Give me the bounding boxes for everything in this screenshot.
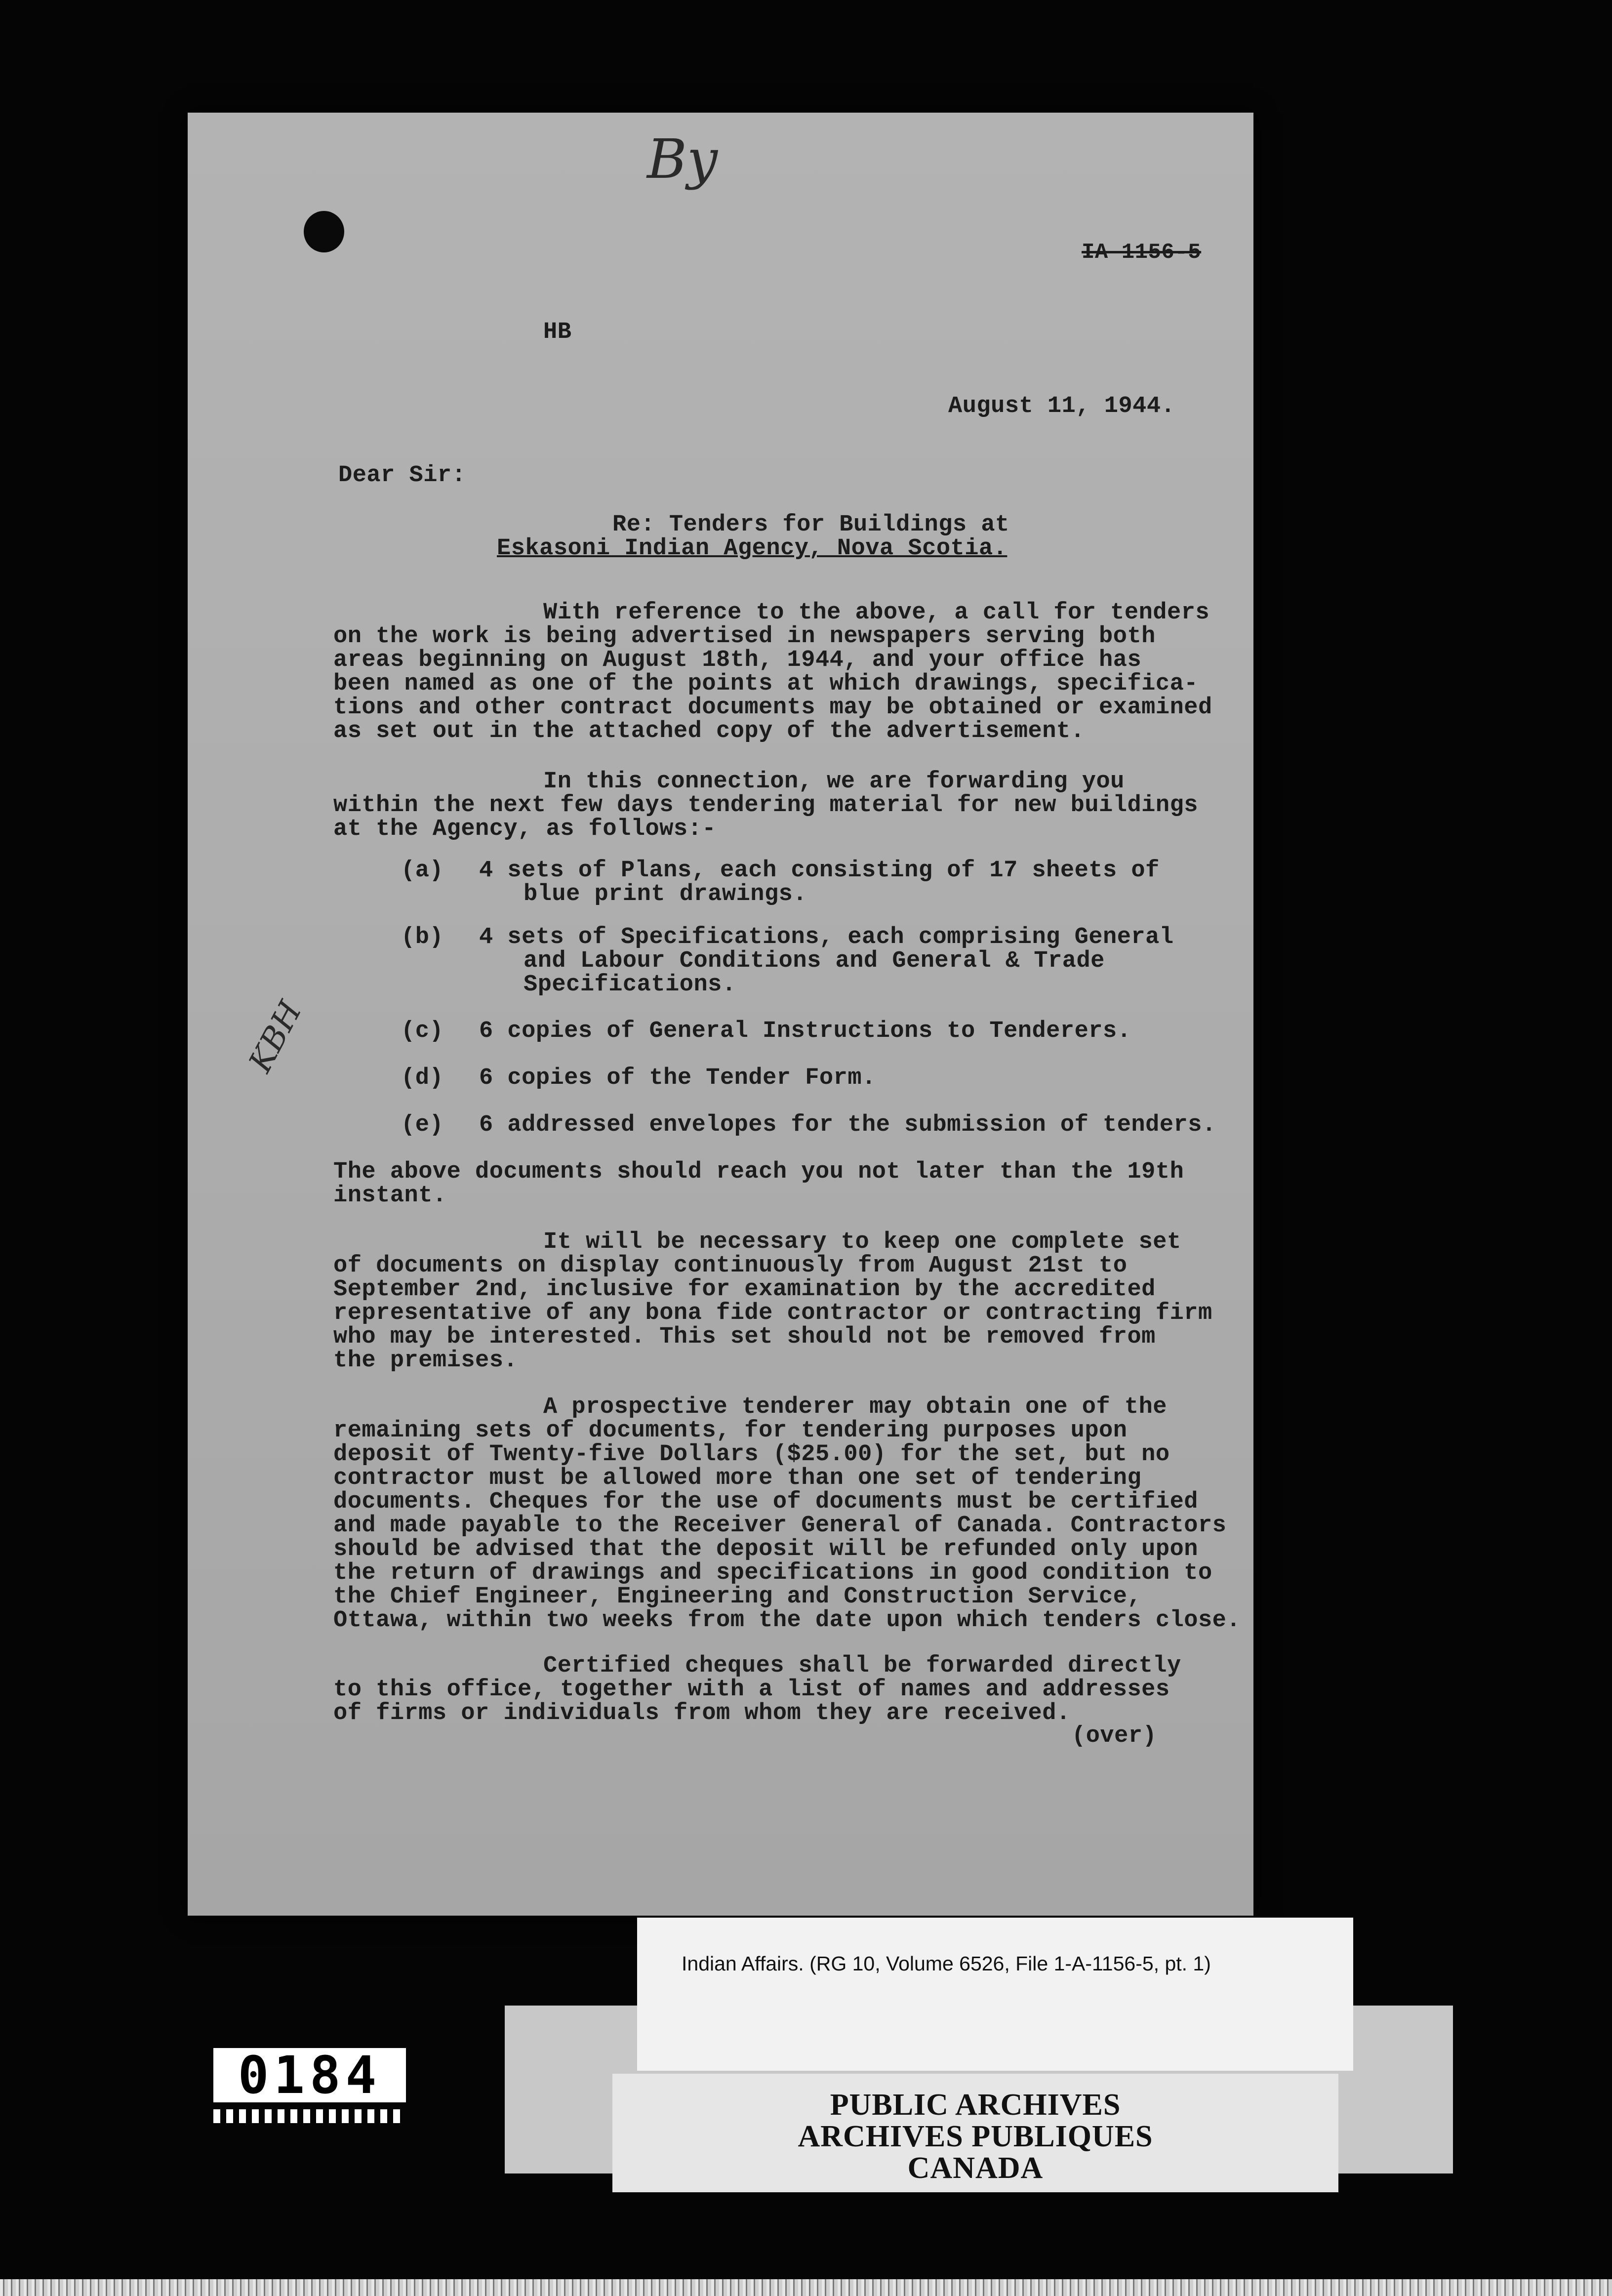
text-line: Certified cheques shall be forwarded directly (543, 1653, 1181, 1679)
text-line: In this connection, we are forwarding you (543, 769, 1125, 795)
subject-line-2: Eskasoni Indian Agency, Nova Scotia. (497, 535, 1008, 562)
stamp-line-2: ARCHIVES PUBLIQUES (798, 2120, 1153, 2153)
film-edge (0, 2279, 1612, 2296)
subject-line-1: Re: Tenders for Buildings at (612, 512, 1009, 538)
text-line: as set out in the attached copy of the advertisement. (333, 718, 1085, 744)
text-line: representative of any bona fide contractor or contracting firm (333, 1300, 1212, 1326)
text-line: to this office, together with a list of names and addresses (333, 1677, 1170, 1703)
text-line: on the work is being advertised in newspapers serving both (333, 623, 1156, 650)
text-line: who may be interested. This set should not be removed from (333, 1324, 1156, 1350)
letter-date: August 11, 1944. (948, 393, 1175, 419)
frame-counter (213, 2045, 406, 2105)
item-marker: (d) (401, 1065, 444, 1091)
text-line: areas beginning on August 18th, 1944, and your office has (333, 647, 1142, 673)
text-line: the Chief Engineer, Engineering and Construction Service, (333, 1584, 1142, 1610)
archive-citation: Indian Affairs. (RG 10, Volume 6526, File 1-A-1156-5, pt. 1) (682, 1952, 1211, 1975)
item-line: and Labour Conditions and General & Trade (524, 948, 1105, 974)
film-sprocket-strip (213, 2109, 406, 2123)
text-line: should be advised that the deposit will be refunded only upon (333, 1536, 1198, 1562)
text-line: tions and other contract documents may be obtained or examined (333, 695, 1212, 721)
punch-hole (304, 211, 344, 252)
stamp-line-3: CANADA (907, 2151, 1044, 2185)
text-line: at the Agency, as follows:- (333, 816, 717, 842)
item-line: blue print drawings. (524, 881, 807, 907)
text-line: remaining sets of documents, for tendering purposes upon (333, 1418, 1128, 1444)
text-line: of firms or individuals from whom they are received. (333, 1700, 1071, 1726)
handwritten-initials: By (647, 127, 718, 191)
text-line: It will be necessary to keep one complete set (543, 1229, 1181, 1255)
text-line: instant. (333, 1183, 447, 1209)
text-line: With reference to the above, a call for tenders (543, 600, 1210, 626)
item-marker: (c) (401, 1018, 444, 1044)
stamp-line-1: PUBLIC ARCHIVES (830, 2088, 1121, 2122)
typist-initials: HB (543, 319, 572, 345)
text-line: documents. Cheques for the use of documents must be certified (333, 1489, 1198, 1515)
item-line: 6 copies of General Instructions to Tenderers. (479, 1018, 1131, 1044)
document-page (188, 113, 1253, 1916)
handwritten-margin-note: KBH (242, 995, 310, 1078)
archive-stamp (612, 2074, 1338, 2192)
continuation-marker: (over) (1072, 1723, 1157, 1749)
item-marker: (a) (401, 858, 444, 884)
item-line: 4 sets of Specifications, each comprising General (479, 924, 1174, 950)
text-line: of documents on display continuously from August 21st to (333, 1253, 1128, 1279)
archive-citation-label (637, 1918, 1353, 2071)
text-line: deposit of Twenty-five Dollars ($25.00) for the set, but no (333, 1441, 1170, 1468)
item-marker: (e) (401, 1112, 444, 1138)
item-line: 6 copies of the Tender Form. (479, 1065, 876, 1091)
text-line: been named as one of the points at which drawings, specifica- (333, 671, 1198, 697)
text-line: within the next few days tendering material for new buildings (333, 792, 1198, 819)
salutation: Dear Sir: (338, 462, 466, 489)
text-line: The above documents should reach you not later than the 19th (333, 1159, 1184, 1185)
text-line: the return of drawings and specifications in good condition to (333, 1560, 1212, 1586)
text-line: the premises. (333, 1348, 518, 1374)
item-line: 4 sets of Plans, each consisting of 17 sheets of (479, 858, 1160, 884)
frame-number: 0184 (238, 2045, 382, 2105)
text-line: September 2nd, inclusive for examination by the accredited (333, 1276, 1156, 1303)
text-line: contractor must be allowed more than one set of tendering (333, 1465, 1142, 1491)
text-line: Ottawa, within two weeks from the date upon which tenders close. (333, 1607, 1241, 1634)
item-line: Specifications. (524, 972, 736, 998)
file-reference: IA 1156-5 (1082, 240, 1202, 265)
item-marker: (b) (401, 924, 444, 950)
item-line: 6 addressed envelopes for the submission of tenders. (479, 1112, 1216, 1138)
text-line: A prospective tenderer may obtain one of the (543, 1394, 1168, 1420)
text-line: and made payable to the Receiver General of Canada. Contractors (333, 1513, 1227, 1539)
